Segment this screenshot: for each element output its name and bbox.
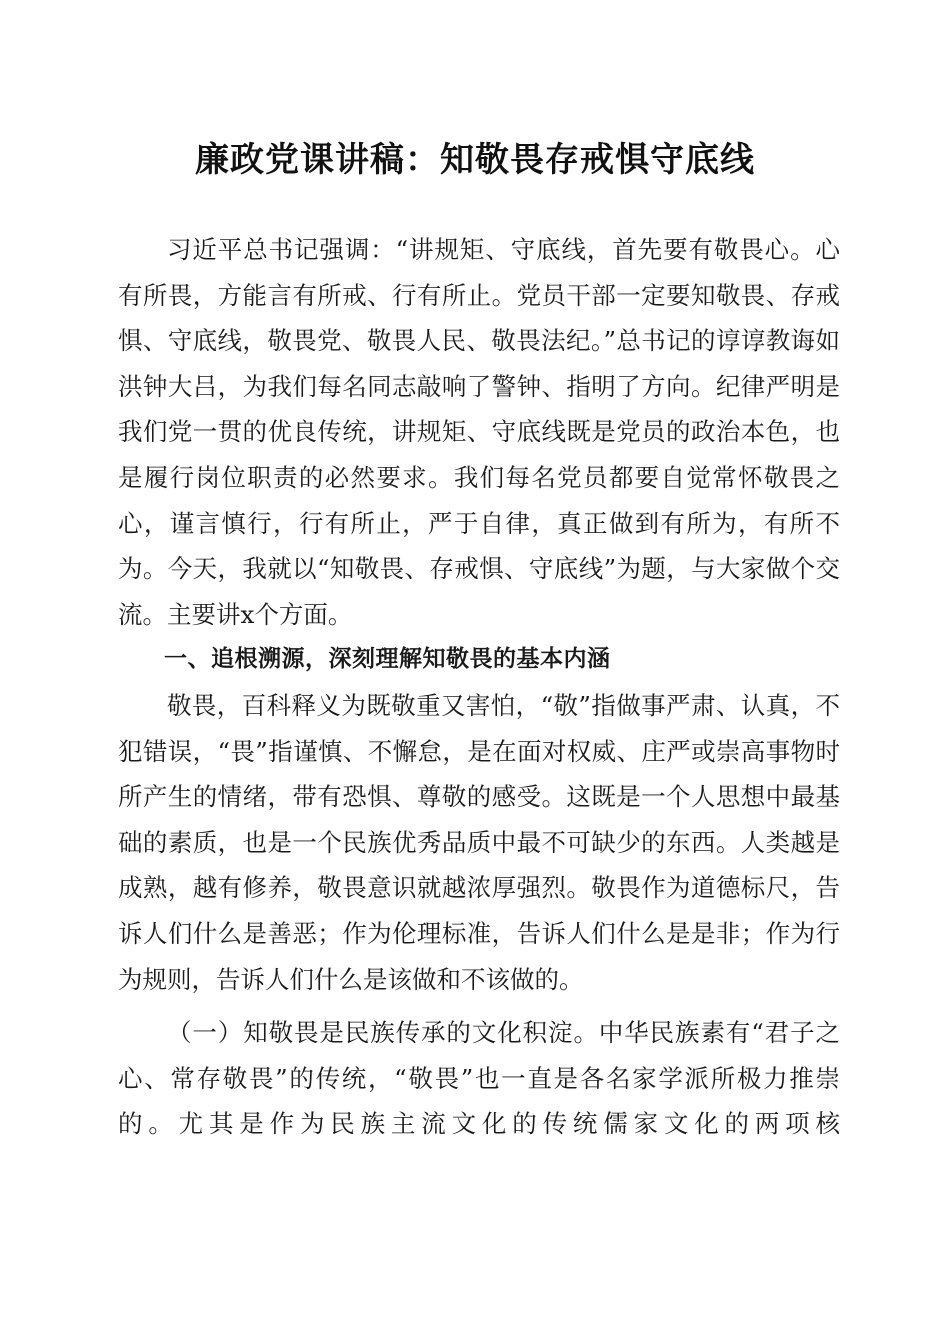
document-title: 廉政党课讲稿：知敬畏存戒惧守底线: [195, 140, 755, 180]
section-heading: 一、追根溯源，深刻理解知敬畏的基本内涵: [164, 646, 611, 673]
document-body: [118, 227, 840, 1147]
subsection-paragraph: （一）知敬畏是民族传承的文化积淀。中华民族素有“君子之心、常存敬畏”的传统，“敬畏”也一直是各名家学派所极力推崇的。尤其是作为民族主流文化的传统儒家文化的两项核: [118, 1018, 840, 1139]
intro-paragraph: 习近平总书记强调：“讲规矩、守底线，首先要有敬畏心。心有所畏，方能言有所戒、行有所止。党员干部一定要知敬畏、存戒惧、守底线，敬畏党、敬畏人民、敬畏法纪。”总书记的谆谆教诲如洪钟大吕，为我们每名同志敲响了警钟、指明了方向。纪律严明是我们党一贯的优良传统，讲规矩、守底线既是党员的政治本色，也是履行岗位职责的必然要求。我们每名党员都要自觉常怀敬畏之心，谨言慎行，行有所止，严于自律，真正做到有所为，有所不为。今天，我就以“知敬畏、存戒惧、守底线”为题，与大家做个交流。主要讲x个方面。: [118, 235, 840, 629]
definition-paragraph: 敬畏，百科释义为既敬重又害怕，“敬”指做事严肃、认真，不犯错误，“畏”指谨慎、不懈怠，是在面对权威、庄严或崇高事物时所产生的情绪，带有恐惧、尊敬的感受。这既是一个人思想中最基础的素质，也是一个民族优秀品质中最不可缺少的东西。人类越是成熟，越有修养，敬畏意识就越浓厚强烈。敬畏作为道德标尺，告诉人们什么是善恶；作为伦理标准，告诉人们什么是是非；作为行为规则，告诉人们什么是该做和不该做的。: [118, 690, 840, 994]
